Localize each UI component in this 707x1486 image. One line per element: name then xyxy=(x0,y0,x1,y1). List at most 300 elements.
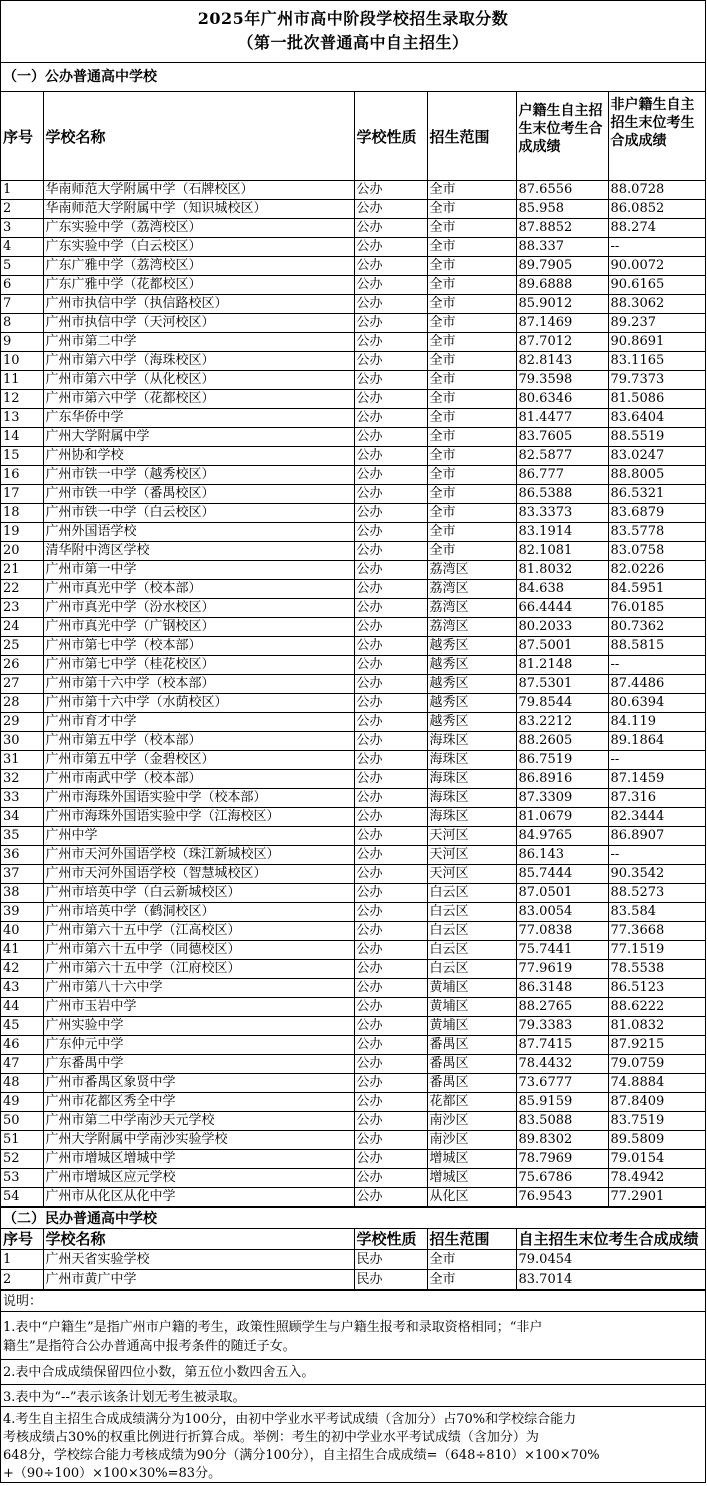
cell-local: 89.6888 xyxy=(516,276,608,295)
cell-scope: 黄埔区 xyxy=(427,979,516,998)
cell-nonlocal: 79.0154 xyxy=(608,1150,705,1169)
cell-scope: 白云区 xyxy=(427,941,516,960)
cell-school: 广州实验中学 xyxy=(43,1017,354,1036)
cell-local: 88.2605 xyxy=(516,732,608,751)
cell-no: 1 xyxy=(1,181,43,200)
cell-no: 11 xyxy=(1,371,43,390)
cell-local: 79.3383 xyxy=(516,1017,608,1036)
cell-school: 广州市天河外国语学校（智慧城校区） xyxy=(43,865,354,884)
table-row xyxy=(1,1074,705,1093)
cell-no: 10 xyxy=(1,352,43,371)
cell-scope: 全市 xyxy=(427,181,516,200)
cell-school: 广州市真光中学（汾水校区） xyxy=(43,599,354,618)
public-schools-table xyxy=(1,92,705,1207)
table-row xyxy=(1,257,705,276)
cell-no: 40 xyxy=(1,922,43,941)
notes-label: 说明： xyxy=(1,1290,705,1311)
cell-no: 17 xyxy=(1,485,43,504)
cell-nonlocal: 83.7519 xyxy=(608,1112,705,1131)
cell-scope: 全市 xyxy=(427,295,516,314)
table-row xyxy=(1,1055,705,1074)
cell-type: 公办 xyxy=(354,998,427,1017)
cell-type: 公办 xyxy=(354,295,427,314)
cell-scope: 全市 xyxy=(427,542,516,561)
table-row xyxy=(1,504,705,523)
cell-nonlocal: 83.1165 xyxy=(608,352,705,371)
title-block xyxy=(1,1,705,63)
cell-no: 37 xyxy=(1,865,43,884)
cell-nonlocal: 83.5778 xyxy=(608,523,705,542)
cell-nonlocal: 83.0247 xyxy=(608,447,705,466)
cell-nonlocal: 81.0832 xyxy=(608,1017,705,1036)
cell-no: 7 xyxy=(1,295,43,314)
cell-no: 51 xyxy=(1,1131,43,1150)
table-row xyxy=(1,1150,705,1169)
cell-school: 广州市铁一中学（越秀校区） xyxy=(43,466,354,485)
cell-nonlocal: 84.119 xyxy=(608,713,705,732)
cell-type: 公办 xyxy=(354,466,427,485)
cell-nonlocal: 83.0758 xyxy=(608,542,705,561)
cell-type: 公办 xyxy=(354,333,427,352)
cell-nonlocal: 86.5123 xyxy=(608,979,705,998)
cell-school: 广州市南武中学（校本部） xyxy=(43,770,354,789)
cell-nonlocal: 79.7373 xyxy=(608,371,705,390)
cell-school: 广州市增城区增城中学 xyxy=(43,1150,354,1169)
cell-score: 83.7014 xyxy=(516,1270,705,1290)
cell-type: 公办 xyxy=(354,1169,427,1188)
cell-local: 87.3309 xyxy=(516,789,608,808)
cell-scope: 全市 xyxy=(427,523,516,542)
cell-school: 广州中学 xyxy=(43,827,354,846)
cell-type: 公办 xyxy=(354,884,427,903)
cell-school: 广州市真光中学（校本部） xyxy=(43,580,354,599)
cell-type: 公办 xyxy=(354,732,427,751)
cell-nonlocal: 88.6222 xyxy=(608,998,705,1017)
cell-no: 39 xyxy=(1,903,43,922)
cell-no: 9 xyxy=(1,333,43,352)
cell-local: 87.5001 xyxy=(516,637,608,656)
cell-scope: 全市 xyxy=(427,333,516,352)
cell-no: 2 xyxy=(1,200,43,219)
cell-type: 公办 xyxy=(354,675,427,694)
table-row xyxy=(1,1112,705,1131)
note-1 xyxy=(1,1311,705,1359)
cell-school: 广东实验中学（荔湾校区） xyxy=(43,219,354,238)
cell-nonlocal: 90.8691 xyxy=(608,333,705,352)
cell-local: 81.8032 xyxy=(516,561,608,580)
cell-scope: 全市 xyxy=(427,390,516,409)
cell-scope: 海珠区 xyxy=(427,808,516,827)
cell-type: 公办 xyxy=(354,1055,427,1074)
cell-no: 3 xyxy=(1,219,43,238)
page-subtitle: （第一批次普通高中自主招生） xyxy=(237,33,469,52)
cell-school: 广州市第六十五中学（江府校区） xyxy=(43,960,354,979)
cell-local: 79.8544 xyxy=(516,694,608,713)
cell-scope: 白云区 xyxy=(427,922,516,941)
cell-school: 广州市第二中学 xyxy=(43,333,354,352)
cell-scope: 南沙区 xyxy=(427,1112,516,1131)
cell-school: 广州外国语学校 xyxy=(43,523,354,542)
table-row xyxy=(1,827,705,846)
cell-type: 公办 xyxy=(354,770,427,789)
cell-scope: 全市 xyxy=(427,276,516,295)
cell-school: 广州市铁一中学（白云校区） xyxy=(43,504,354,523)
cell-scope: 越秀区 xyxy=(427,694,516,713)
table-row xyxy=(1,580,705,599)
cell-no: 21 xyxy=(1,561,43,580)
cell-type: 民办 xyxy=(354,1250,427,1270)
cell-scope: 越秀区 xyxy=(427,713,516,732)
table-row xyxy=(1,637,705,656)
cell-no: 19 xyxy=(1,523,43,542)
table-row xyxy=(1,1250,705,1270)
col-header-score: 自主招生末位考生合成成绩 xyxy=(516,1229,705,1250)
cell-school: 广州市第七中学（校本部） xyxy=(43,637,354,656)
cell-no: 8 xyxy=(1,314,43,333)
cell-scope: 增城区 xyxy=(427,1169,516,1188)
cell-scope: 天河区 xyxy=(427,865,516,884)
cell-local: 86.3148 xyxy=(516,979,608,998)
col-header-no: 序号 xyxy=(1,92,43,181)
cell-no: 4 xyxy=(1,238,43,257)
cell-type: 公办 xyxy=(354,314,427,333)
cell-scope: 天河区 xyxy=(427,846,516,865)
cell-nonlocal: 77.2901 xyxy=(608,1188,705,1207)
table-row xyxy=(1,675,705,694)
cell-school: 清华附中湾区学校 xyxy=(43,542,354,561)
cell-type: 公办 xyxy=(354,1150,427,1169)
table-row xyxy=(1,599,705,618)
cell-no: 22 xyxy=(1,580,43,599)
section-heading-private: （二）民办普通高中学校 xyxy=(1,1207,705,1229)
cell-nonlocal: 87.4486 xyxy=(608,675,705,694)
cell-local: 85.9159 xyxy=(516,1093,608,1112)
cell-scope: 全市 xyxy=(427,1270,516,1290)
cell-no: 38 xyxy=(1,884,43,903)
cell-type: 公办 xyxy=(354,409,427,428)
cell-nonlocal: 78.5538 xyxy=(608,960,705,979)
table-row xyxy=(1,352,705,371)
cell-no: 24 xyxy=(1,618,43,637)
cell-scope: 越秀区 xyxy=(427,637,516,656)
cell-nonlocal: 88.274 xyxy=(608,219,705,238)
cell-school: 广州市第十六中学（校本部） xyxy=(43,675,354,694)
cell-no: 25 xyxy=(1,637,43,656)
cell-local: 82.1081 xyxy=(516,542,608,561)
table-row xyxy=(1,447,705,466)
cell-nonlocal: 78.4942 xyxy=(608,1169,705,1188)
cell-scope: 白云区 xyxy=(427,903,516,922)
cell-school: 广州市第五中学（校本部） xyxy=(43,732,354,751)
cell-nonlocal: 90.3542 xyxy=(608,865,705,884)
cell-nonlocal: -- xyxy=(608,846,705,865)
cell-local: 84.9765 xyxy=(516,827,608,846)
cell-scope: 荔湾区 xyxy=(427,599,516,618)
cell-no: 5 xyxy=(1,257,43,276)
table-row xyxy=(1,371,705,390)
table-row xyxy=(1,333,705,352)
cell-local: 73.6777 xyxy=(516,1074,608,1093)
cell-no: 36 xyxy=(1,846,43,865)
note-3: 3.表中为“--”表示该条计划无考生被录取。 xyxy=(1,1384,705,1406)
cell-type: 公办 xyxy=(354,941,427,960)
cell-type: 公办 xyxy=(354,1112,427,1131)
cell-scope: 全市 xyxy=(427,200,516,219)
table-row xyxy=(1,390,705,409)
cell-type: 公办 xyxy=(354,922,427,941)
cell-local: 78.4432 xyxy=(516,1055,608,1074)
cell-nonlocal: 88.0728 xyxy=(608,181,705,200)
table-row xyxy=(1,656,705,675)
cell-type: 公办 xyxy=(354,352,427,371)
cell-type: 公办 xyxy=(354,1017,427,1036)
cell-local: 85.7444 xyxy=(516,865,608,884)
cell-scope: 从化区 xyxy=(427,1188,516,1207)
cell-no: 13 xyxy=(1,409,43,428)
cell-type: 公办 xyxy=(354,580,427,599)
cell-no: 29 xyxy=(1,713,43,732)
cell-scope: 黄埔区 xyxy=(427,998,516,1017)
cell-local: 75.6786 xyxy=(516,1169,608,1188)
cell-nonlocal: 89.237 xyxy=(608,314,705,333)
cell-school: 华南师范大学附属中学（知识城校区） xyxy=(43,200,354,219)
cell-school: 广州市第六中学（海珠校区） xyxy=(43,352,354,371)
cell-scope: 天河区 xyxy=(427,827,516,846)
cell-no: 6 xyxy=(1,276,43,295)
cell-type: 公办 xyxy=(354,276,427,295)
cell-school: 广州市第六中学（花都校区） xyxy=(43,390,354,409)
cell-nonlocal: 80.6394 xyxy=(608,694,705,713)
cell-scope: 海珠区 xyxy=(427,789,516,808)
table-row xyxy=(1,903,705,922)
cell-scope: 全市 xyxy=(427,409,516,428)
cell-school: 广东实验中学（白云校区） xyxy=(43,238,354,257)
cell-school: 广州市第六十五中学（同德校区） xyxy=(43,941,354,960)
cell-nonlocal: 77.3668 xyxy=(608,922,705,941)
cell-school: 广东华侨中学 xyxy=(43,409,354,428)
cell-scope: 海珠区 xyxy=(427,732,516,751)
cell-local: 82.8143 xyxy=(516,352,608,371)
table-row xyxy=(1,276,705,295)
col-header-local-score: 户籍生自主招生末位考生合成成绩 xyxy=(516,92,608,181)
cell-no: 1 xyxy=(1,1250,43,1270)
note-2: 2.表中合成成绩保留四位小数，第五位小数四舍五入。 xyxy=(1,1359,705,1384)
cell-nonlocal: 81.5086 xyxy=(608,390,705,409)
cell-local: 83.7605 xyxy=(516,428,608,447)
cell-nonlocal: 89.5809 xyxy=(608,1131,705,1150)
cell-scope: 荔湾区 xyxy=(427,580,516,599)
cell-local: 81.0679 xyxy=(516,808,608,827)
cell-type: 公办 xyxy=(354,371,427,390)
cell-type: 公办 xyxy=(354,561,427,580)
cell-no: 45 xyxy=(1,1017,43,1036)
cell-local: 79.3598 xyxy=(516,371,608,390)
cell-type: 公办 xyxy=(354,1036,427,1055)
cell-nonlocal: -- xyxy=(608,238,705,257)
cell-type: 公办 xyxy=(354,808,427,827)
cell-scope: 全市 xyxy=(427,447,516,466)
table-row xyxy=(1,1188,705,1207)
table-row xyxy=(1,542,705,561)
cell-no: 32 xyxy=(1,770,43,789)
cell-type: 公办 xyxy=(354,656,427,675)
cell-scope: 全市 xyxy=(427,1250,516,1270)
table-row xyxy=(1,865,705,884)
cell-nonlocal: 80.7362 xyxy=(608,618,705,637)
cell-school: 广州市培英中学（白云新城校区） xyxy=(43,884,354,903)
cell-type: 公办 xyxy=(354,1074,427,1093)
cell-school: 华南师范大学附属中学（石牌校区） xyxy=(43,181,354,200)
table-row xyxy=(1,618,705,637)
cell-no: 47 xyxy=(1,1055,43,1074)
cell-nonlocal: 74.8884 xyxy=(608,1074,705,1093)
cell-no: 50 xyxy=(1,1112,43,1131)
table-row xyxy=(1,1036,705,1055)
section-heading-public: （一）公办普通高中学校 xyxy=(1,63,705,92)
cell-scope: 全市 xyxy=(427,219,516,238)
cell-school: 广州市第十六中学（水荫校区） xyxy=(43,694,354,713)
cell-local: 87.0501 xyxy=(516,884,608,903)
cell-no: 52 xyxy=(1,1150,43,1169)
cell-school: 广州市育才中学 xyxy=(43,713,354,732)
col-header-no: 序号 xyxy=(1,1229,43,1250)
table-header-row xyxy=(1,1229,705,1250)
cell-school: 广州大学附属中学 xyxy=(43,428,354,447)
cell-nonlocal: 88.8005 xyxy=(608,466,705,485)
cell-no: 15 xyxy=(1,447,43,466)
note-4 xyxy=(1,1406,705,1486)
cell-no: 30 xyxy=(1,732,43,751)
cell-local: 88.2765 xyxy=(516,998,608,1017)
cell-local: 87.6556 xyxy=(516,181,608,200)
cell-school: 广州市海珠外国语实验中学（校本部） xyxy=(43,789,354,808)
cell-type: 公办 xyxy=(354,618,427,637)
cell-school: 广州市海珠外国语实验中学（江海校区） xyxy=(43,808,354,827)
cell-local: 76.9543 xyxy=(516,1188,608,1207)
col-header-school: 学校名称 xyxy=(43,92,354,181)
table-row xyxy=(1,1169,705,1188)
cell-local: 87.7415 xyxy=(516,1036,608,1055)
col-header-type: 学校性质 xyxy=(354,92,427,181)
cell-scope: 全市 xyxy=(427,314,516,333)
cell-no: 16 xyxy=(1,466,43,485)
cell-nonlocal: 88.5815 xyxy=(608,637,705,656)
cell-scope: 越秀区 xyxy=(427,656,516,675)
table-row xyxy=(1,200,705,219)
note-1-line-1: 1.表中“户籍生”是指广州市户籍的考生，政策性照顾学生与户籍生报考和录取资格相同；“非户 xyxy=(3,1320,543,1335)
cell-scope: 南沙区 xyxy=(427,1131,516,1150)
cell-scope: 黄埔区 xyxy=(427,1017,516,1036)
table-row xyxy=(1,181,705,200)
cell-type: 公办 xyxy=(354,637,427,656)
cell-nonlocal: 90.6165 xyxy=(608,276,705,295)
table-row xyxy=(1,1017,705,1036)
cell-scope: 全市 xyxy=(427,428,516,447)
cell-type: 公办 xyxy=(354,713,427,732)
cell-type: 公办 xyxy=(354,903,427,922)
cell-type: 公办 xyxy=(354,979,427,998)
cell-school: 广州市第一中学 xyxy=(43,561,354,580)
cell-nonlocal: 88.5519 xyxy=(608,428,705,447)
col-header-school: 学校名称 xyxy=(43,1229,354,1250)
cell-school: 广州协和学校 xyxy=(43,447,354,466)
cell-school: 广东仲元中学 xyxy=(43,1036,354,1055)
cell-no: 34 xyxy=(1,808,43,827)
cell-school: 广州市花都区秀全中学 xyxy=(43,1093,354,1112)
cell-nonlocal: 87.9215 xyxy=(608,1036,705,1055)
cell-nonlocal: -- xyxy=(608,656,705,675)
table-row xyxy=(1,428,705,447)
cell-local: 75.7441 xyxy=(516,941,608,960)
cell-scope: 番禺区 xyxy=(427,1074,516,1093)
cell-local: 80.6346 xyxy=(516,390,608,409)
cell-school: 广州天省实验学校 xyxy=(43,1250,354,1270)
note-4-line-2: 考核成绩占30%的权重比例进行折算合成。举例：考生的初中学业水平考试成绩（含加分）为 xyxy=(3,1430,539,1445)
cell-school: 广州市第二中学南沙天元学校 xyxy=(43,1112,354,1131)
table-row xyxy=(1,485,705,504)
cell-no: 33 xyxy=(1,789,43,808)
cell-no: 49 xyxy=(1,1093,43,1112)
cell-school: 广州市玉岩中学 xyxy=(43,998,354,1017)
cell-school: 广州市番禺区象贤中学 xyxy=(43,1074,354,1093)
cell-local: 87.8852 xyxy=(516,219,608,238)
cell-scope: 番禺区 xyxy=(427,1036,516,1055)
cell-local: 88.337 xyxy=(516,238,608,257)
cell-scope: 全市 xyxy=(427,504,516,523)
cell-nonlocal: 86.5321 xyxy=(608,485,705,504)
cell-local: 81.2148 xyxy=(516,656,608,675)
cell-school: 广州市第六中学（从化校区） xyxy=(43,371,354,390)
cell-school: 广州市从化区从化中学 xyxy=(43,1188,354,1207)
cell-scope: 全市 xyxy=(427,466,516,485)
cell-no: 53 xyxy=(1,1169,43,1188)
cell-local: 86.5388 xyxy=(516,485,608,504)
cell-local: 83.0054 xyxy=(516,903,608,922)
cell-type: 公办 xyxy=(354,542,427,561)
cell-type: 公办 xyxy=(354,1131,427,1150)
cell-nonlocal: 76.0185 xyxy=(608,599,705,618)
cell-local: 89.8302 xyxy=(516,1131,608,1150)
cell-type: 公办 xyxy=(354,257,427,276)
table-row xyxy=(1,295,705,314)
cell-local: 87.7012 xyxy=(516,333,608,352)
cell-no: 54 xyxy=(1,1188,43,1207)
cell-local: 81.4477 xyxy=(516,409,608,428)
cell-type: 公办 xyxy=(354,960,427,979)
cell-no: 31 xyxy=(1,751,43,770)
cell-nonlocal: 86.0852 xyxy=(608,200,705,219)
cell-no: 27 xyxy=(1,675,43,694)
cell-school: 广州市执信中学（执信路校区） xyxy=(43,295,354,314)
col-header-scope: 招生范围 xyxy=(427,92,516,181)
table-row xyxy=(1,922,705,941)
cell-local: 77.0838 xyxy=(516,922,608,941)
table-row xyxy=(1,751,705,770)
cell-type: 公办 xyxy=(354,1093,427,1112)
cell-no: 41 xyxy=(1,941,43,960)
cell-scope: 白云区 xyxy=(427,884,516,903)
cell-scope: 增城区 xyxy=(427,1150,516,1169)
cell-local: 86.777 xyxy=(516,466,608,485)
cell-no: 43 xyxy=(1,979,43,998)
cell-scope: 荔湾区 xyxy=(427,618,516,637)
cell-scope: 番禺区 xyxy=(427,1055,516,1074)
cell-nonlocal: 87.316 xyxy=(608,789,705,808)
table-row xyxy=(1,314,705,333)
private-schools-table xyxy=(1,1229,705,1290)
table-row xyxy=(1,1093,705,1112)
cell-nonlocal: 90.0072 xyxy=(608,257,705,276)
